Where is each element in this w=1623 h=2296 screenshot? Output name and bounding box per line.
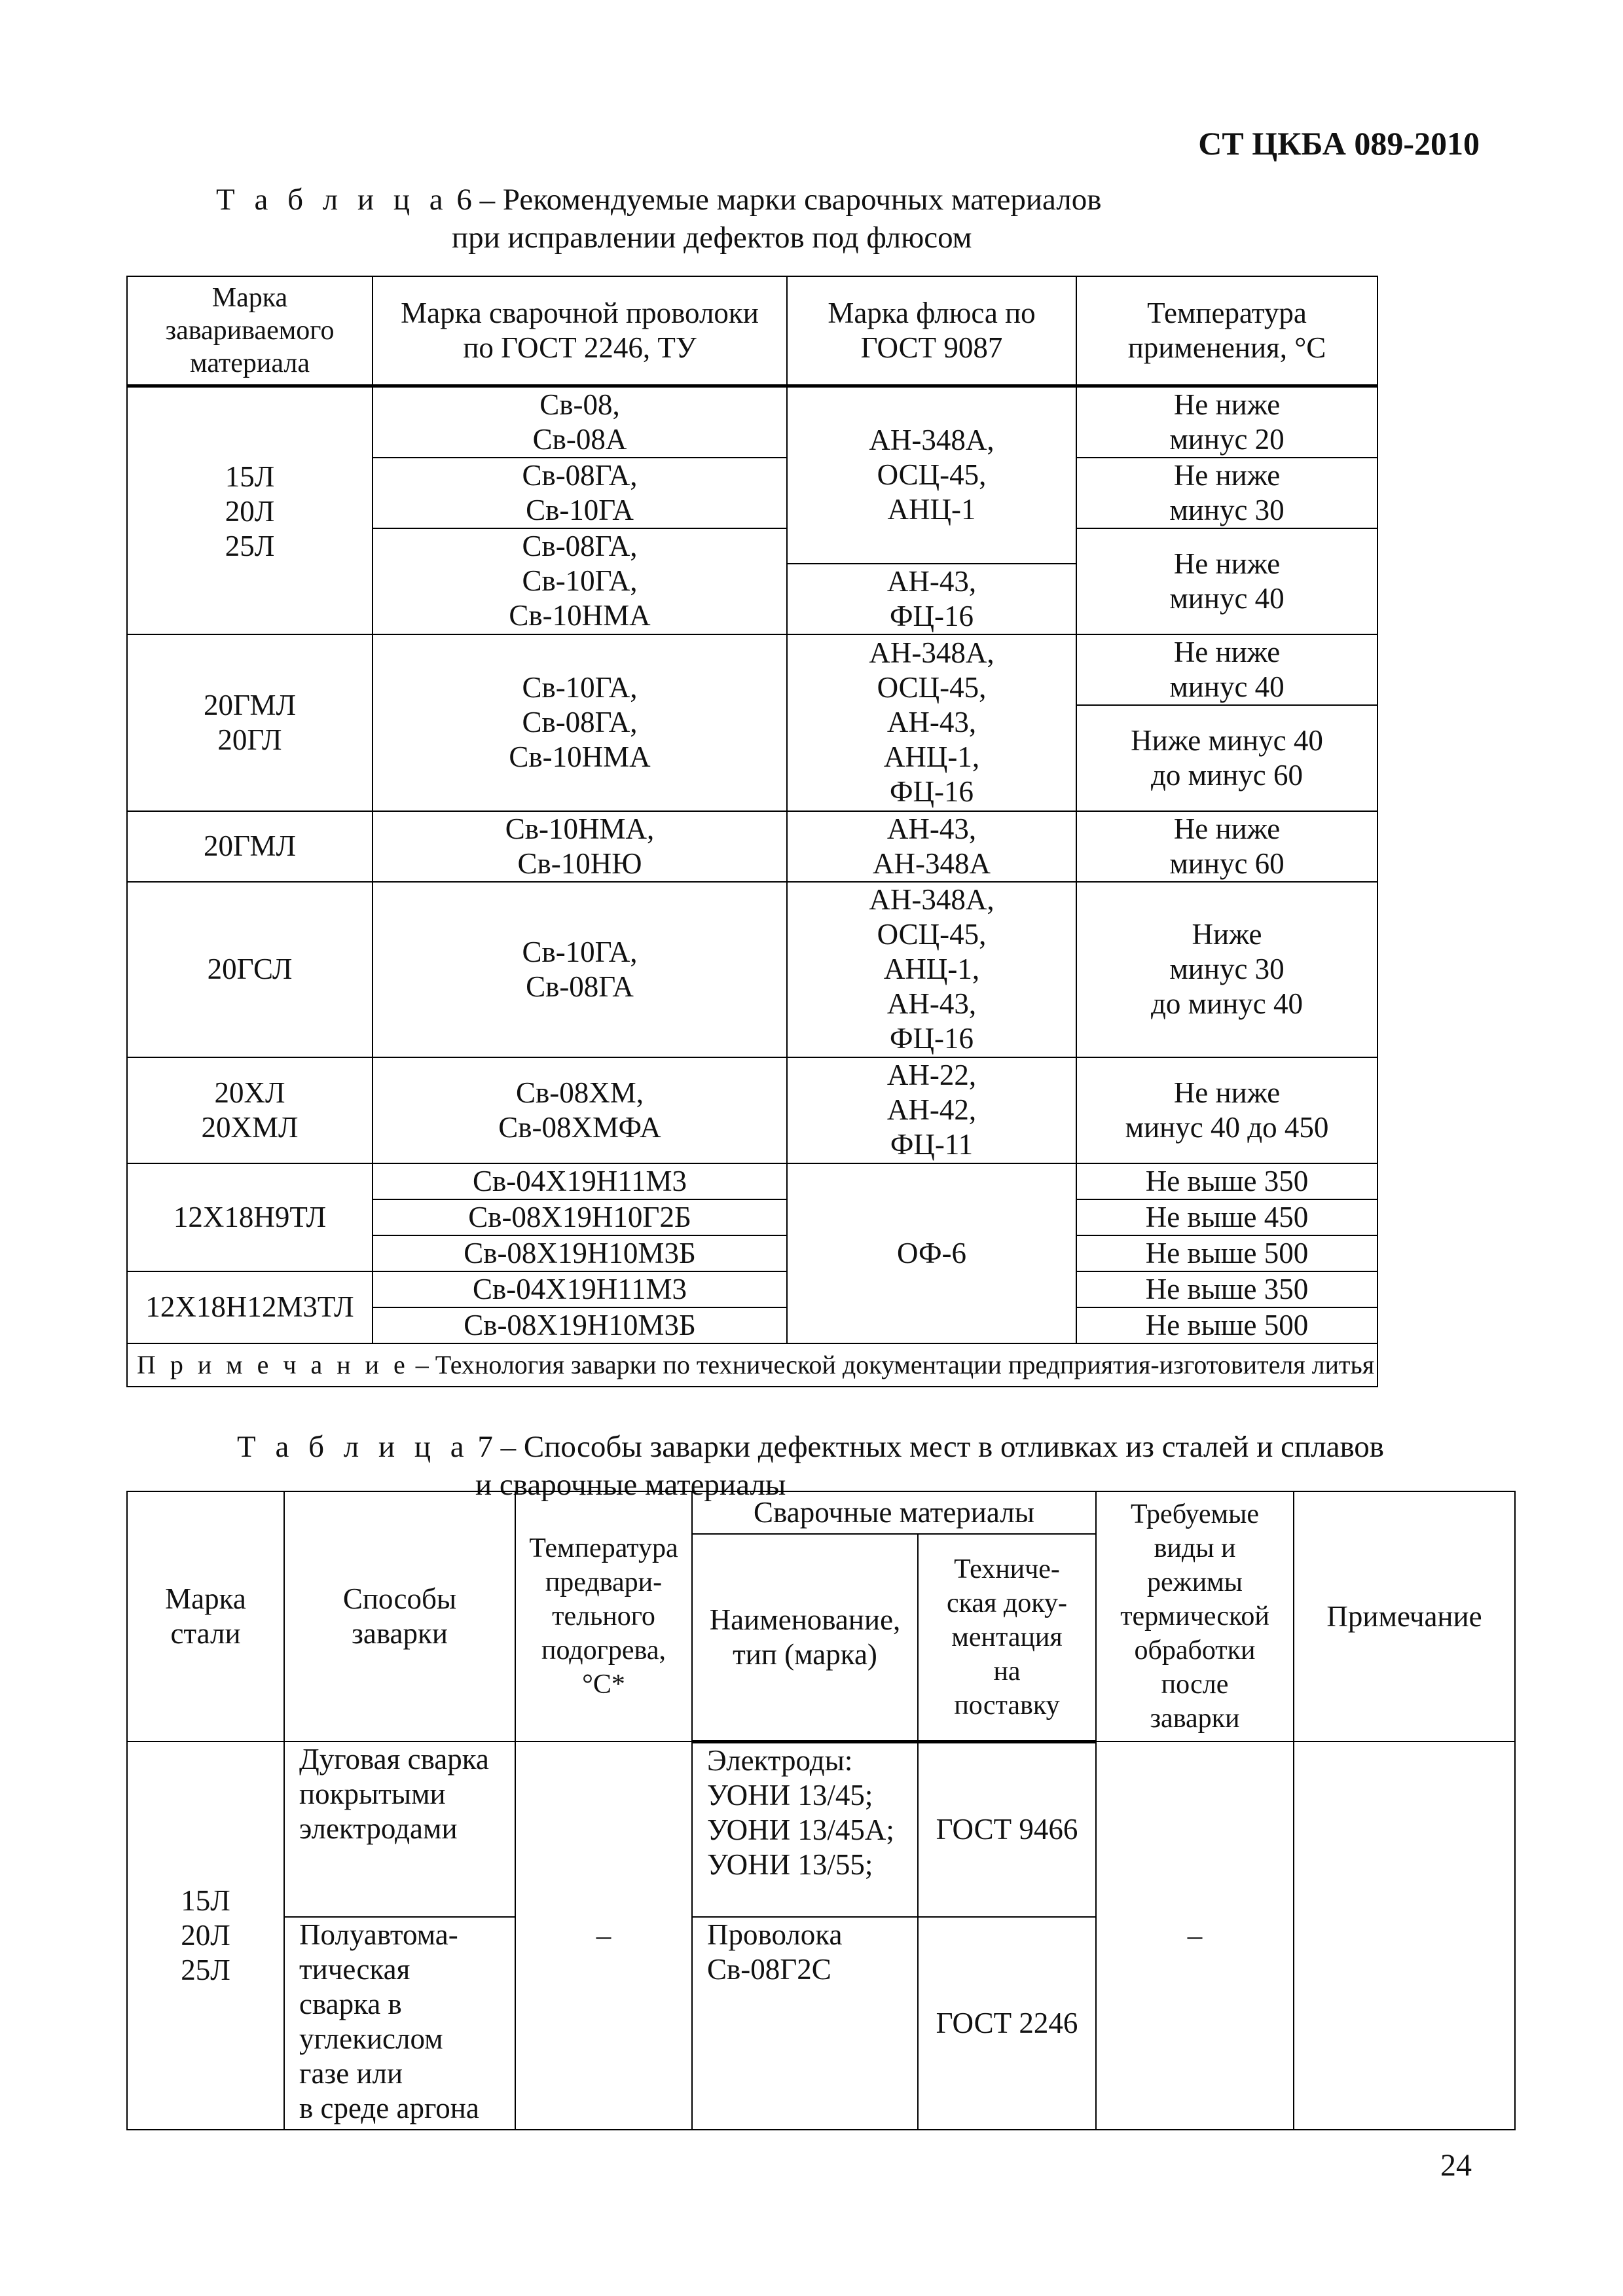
- table6-flux-cell: АН-348А, ОСЦ-45, АН-43, АНЦ-1, ФЦ-16: [787, 634, 1076, 811]
- table6-temperature-cell: Не ниже минус 40: [1076, 528, 1377, 634]
- table7-caption-line1: [237, 1429, 1384, 1465]
- table7-preheat-cell: –: [515, 1741, 692, 2130]
- table6-wire-cell: Св-10ГА, Св-08ГА: [373, 882, 787, 1057]
- table6-caption-label: Т а б л и ц а: [216, 183, 449, 217]
- table7-material-name-cell: Проволока Св-08Г2С: [692, 1917, 918, 2130]
- table6-material-cell: 20ГСЛ: [127, 882, 373, 1057]
- table7-header-preheat: Температура предвари- тельного подогрева, °С*: [515, 1491, 692, 1741]
- table6-material-cell: 12Х18Н12М3ТЛ: [127, 1271, 373, 1343]
- table6-flux-cell: АН-43, АН-348А: [787, 811, 1076, 882]
- table6-wire-cell: Св-08Х19Н10М3Б: [373, 1307, 787, 1343]
- table6-wire-cell: Св-10НМА, Св-10НЮ: [373, 811, 787, 882]
- table6-header-wire: Марка сварочной проволоки по ГОСТ 2246, ТУ: [373, 276, 787, 386]
- table6-temperature-cell: Не ниже минус 30: [1076, 458, 1377, 528]
- table7-material-name-cell: Электроды: УОНИ 13/45; УОНИ 13/45А; УОНИ 13/55;: [692, 1741, 918, 1917]
- table6-note: [127, 1343, 1377, 1387]
- table6-temperature-cell: Ниже минус 30 до минус 40: [1076, 882, 1377, 1057]
- table6-note-text: – Технология заварки по технической документации предприятия-изготовителя литья: [409, 1350, 1375, 1379]
- table6-header-flux: Марка флюса по ГОСТ 9087: [787, 276, 1076, 386]
- page-number: 24: [1440, 2148, 1472, 2183]
- table6-wire-cell: Св-10ГА, Св-08ГА, Св-10НМА: [373, 634, 787, 811]
- table6-wire-cell: Св-08Х19Н10М3Б: [373, 1235, 787, 1271]
- table7-header-welding-materials: Сварочные материалы: [692, 1491, 1096, 1534]
- table6-material-cell: 20ХЛ 20ХМЛ: [127, 1057, 373, 1163]
- table6-flux-cell: ОФ-6: [787, 1163, 1076, 1343]
- table6-caption-line1: [216, 181, 1101, 218]
- table7-header-steel: Марка стали: [127, 1491, 284, 1741]
- table7-caption-line2: и сварочные материалы: [475, 1468, 786, 1502]
- table6-wire-cell: Св-08Х19Н10Г2Б: [373, 1199, 787, 1235]
- table6-caption-title: 6 – Рекомендуемые марки сварочных материалов: [456, 183, 1102, 217]
- table6-flux-cell: АН-22, АН-42, ФЦ-11: [787, 1057, 1076, 1163]
- table7-caption-title: 7 – Способы заварки дефектных мест в отливках из сталей и сплавов: [477, 1430, 1385, 1464]
- table6-wire-cell: Св-08ГА, Св-10ГА, Св-10НМА: [373, 528, 787, 634]
- table6-flux-cell: АН-348А, ОСЦ-45, АНЦ-1: [787, 386, 1076, 564]
- table6-temperature-cell: Не ниже минус 40: [1076, 634, 1377, 705]
- table6-flux-cell: АН-43, ФЦ-16: [787, 564, 1076, 634]
- table6-temperature-cell: Не ниже минус 60: [1076, 811, 1377, 882]
- table7-tech-doc-cell: ГОСТ 2246: [918, 1917, 1096, 2130]
- document-code: СТ ЦКБА 089-2010: [1198, 125, 1480, 162]
- table7-caption-label: Т а б л и ц а: [237, 1430, 470, 1464]
- table7-method-cell: Дуговая сварка покрытыми электродами: [284, 1741, 515, 1917]
- table6-material-cell: 20ГМЛ: [127, 811, 373, 882]
- table7-header-method: Способы заварки: [284, 1491, 515, 1741]
- table7-heat-treatment-cell: –: [1096, 1741, 1294, 2130]
- table6-flux-cell: АН-348А, ОСЦ-45, АНЦ-1, АН-43, ФЦ-16: [787, 882, 1076, 1057]
- table6-wire-cell: Св-04Х19Н11М3: [373, 1163, 787, 1199]
- table6-header-temperature: Температура применения, °С: [1076, 276, 1377, 386]
- table6-note-label: П р и м е ч а н и е: [137, 1350, 409, 1379]
- table7-header-name: Наименование, тип (марка): [692, 1534, 918, 1741]
- table7-header-heat-treatment: Требуемые виды и режимы термической обработки после заварки: [1096, 1491, 1294, 1741]
- table6-temperature-cell: Не выше 350: [1076, 1163, 1377, 1199]
- table6-material-cell: 15Л 20Л 25Л: [127, 386, 373, 634]
- table7-method-cell: Полуавтома- тическая сварка в углекислом газе или в среде аргона: [284, 1917, 515, 2130]
- table7-note-cell: [1294, 1741, 1515, 2130]
- table7: [126, 1491, 1516, 2130]
- table6-wire-cell: Св-08, Св-08А: [373, 386, 787, 458]
- table6-temperature-cell: Не ниже минус 40 до 450: [1076, 1057, 1377, 1163]
- table6: [126, 276, 1378, 1387]
- table7-tech-doc-cell: ГОСТ 9466: [918, 1741, 1096, 1917]
- table7-header-tech-doc: Техниче- ская доку- ментация на поставку: [918, 1534, 1096, 1741]
- table6-temperature-cell: Не ниже минус 20: [1076, 386, 1377, 458]
- table6-temperature-cell: Ниже минус 40 до минус 60: [1076, 705, 1377, 811]
- table6-temperature-cell: Не выше 350: [1076, 1271, 1377, 1307]
- table6-material-cell: 12Х18Н9ТЛ: [127, 1163, 373, 1271]
- table6-wire-cell: Св-04Х19Н11М3: [373, 1271, 787, 1307]
- table6-header-material: Марка завариваемого материала: [127, 276, 373, 386]
- table6-wire-cell: Св-08ХМ, Св-08ХМФА: [373, 1057, 787, 1163]
- table6-temperature-cell: Не выше 500: [1076, 1235, 1377, 1271]
- table6-temperature-cell: Не выше 450: [1076, 1199, 1377, 1235]
- table7-header-note: Примечание: [1294, 1491, 1515, 1741]
- table7-steel-cell: 15Л 20Л 25Л: [127, 1741, 284, 2130]
- table6-caption-line2: при исправлении дефектов под флюсом: [452, 221, 972, 255]
- table6-wire-cell: Св-08ГА, Св-10ГА: [373, 458, 787, 528]
- table6-temperature-cell: Не выше 500: [1076, 1307, 1377, 1343]
- table6-material-cell: 20ГМЛ 20ГЛ: [127, 634, 373, 811]
